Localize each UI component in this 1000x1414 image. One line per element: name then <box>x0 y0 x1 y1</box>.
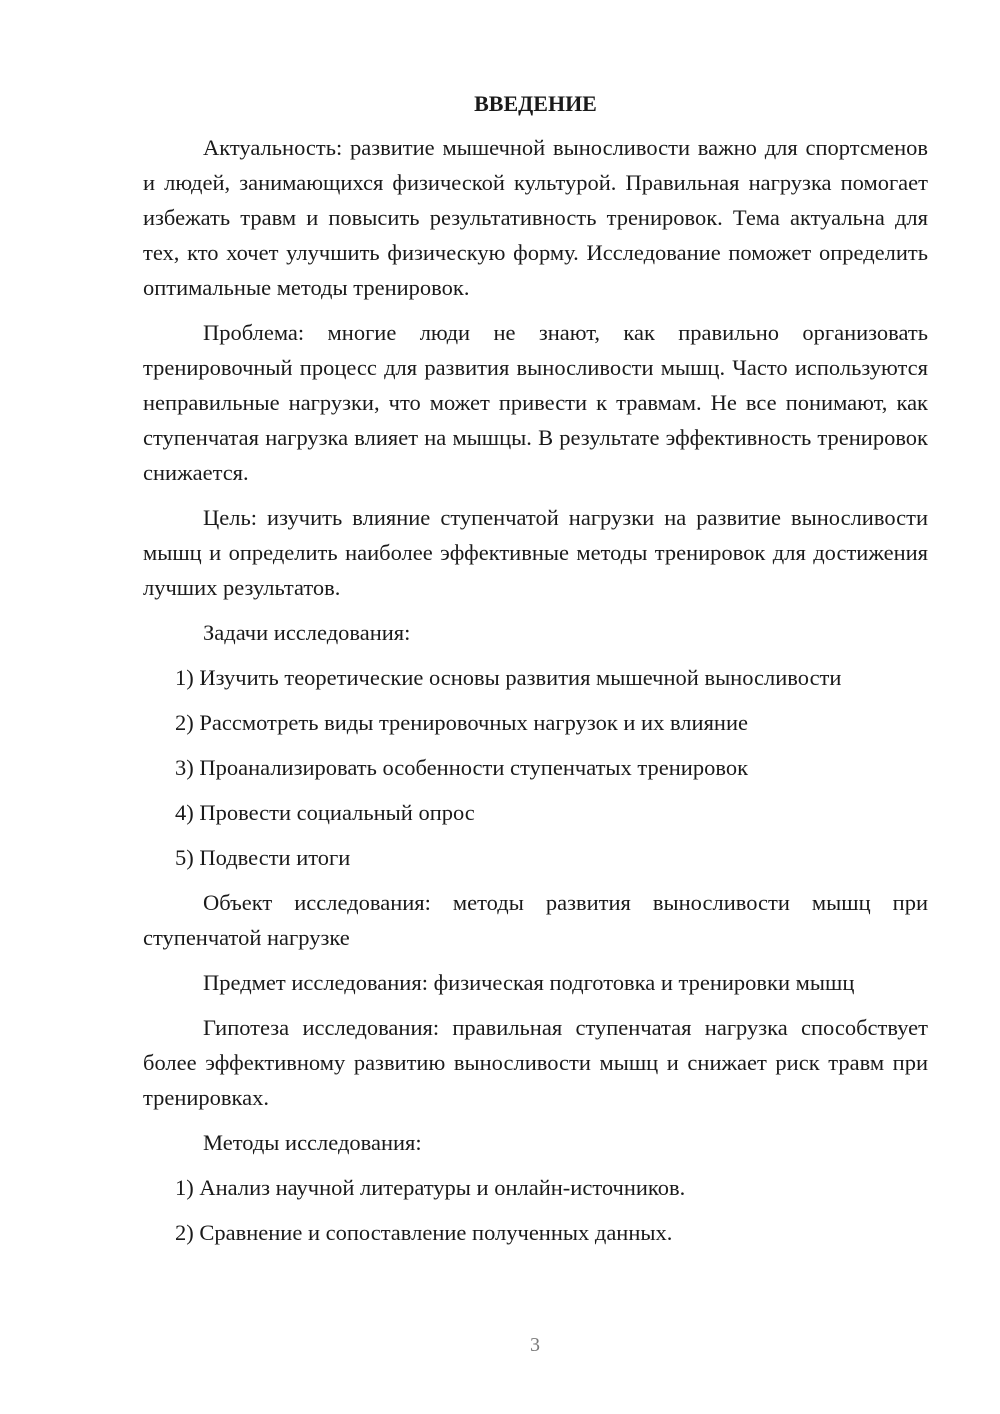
object-paragraph: Объект исследования: методы развития выносливости мышц при ступенчатой нагрузке <box>143 890 928 950</box>
methods-list <box>143 1170 928 1250</box>
method-item-1: 1) Анализ научной литературы и онлайн-источников. <box>175 1175 686 1200</box>
method-item-2: 2) Сравнение и сопоставление полученных данных. <box>175 1220 673 1245</box>
tasks-heading: Задачи исследования: <box>203 620 411 645</box>
task-item-5: 5) Подвести итоги <box>175 845 351 870</box>
page-title: ВВЕДЕНИЕ <box>474 91 597 116</box>
task-item-4: 4) Провести социальный опрос <box>175 800 475 825</box>
methods-heading: Методы исследования: <box>203 1130 422 1155</box>
page-content <box>143 88 928 1260</box>
tasks-list <box>143 660 928 875</box>
relevance-paragraph: Актуальность: развитие мышечной выносливости важно для спортсменов и людей, занимающихся физической культурой. Правильная нагрузка помогает избежать травм и повысить результативность тренировок. Тема актуальна для тех, кто хочет улучшить физическую форму. Исследование поможет определить оптимальные методы тренировок. <box>143 135 928 300</box>
task-item-3: 3) Проанализировать особенности ступенчатых тренировок <box>175 755 749 780</box>
goal-paragraph: Цель: изучить влияние ступенчатой нагрузки на развитие выносливости мышц и определить наиболее эффективные методы тренировок для достижения лучших результатов. <box>143 505 928 600</box>
problem-paragraph: Проблема: многие люди не знают, как правильно организовать тренировочный процесс для развития выносливости мышц. Часто используются неправильные нагрузки, что может привести к травмам. Не все понимают, как ступенчатая нагрузка влияет на мышцы. В результате эффективность тренировок снижается. <box>143 320 928 485</box>
page-number: 3 <box>530 1334 540 1356</box>
subject-paragraph: Предмет исследования: физическая подготовка и тренировки мышц <box>203 970 855 995</box>
task-item-2: 2) Рассмотреть виды тренировочных нагрузок и их влияние <box>175 710 748 735</box>
task-item-1: 1) Изучить теоретические основы развития мышечной выносливости <box>175 665 842 690</box>
hypothesis-paragraph: Гипотеза исследования: правильная ступенчатая нагрузка способствует более эффективному развитию выносливости мышц и снижает риск травм при тренировках. <box>143 1015 928 1110</box>
